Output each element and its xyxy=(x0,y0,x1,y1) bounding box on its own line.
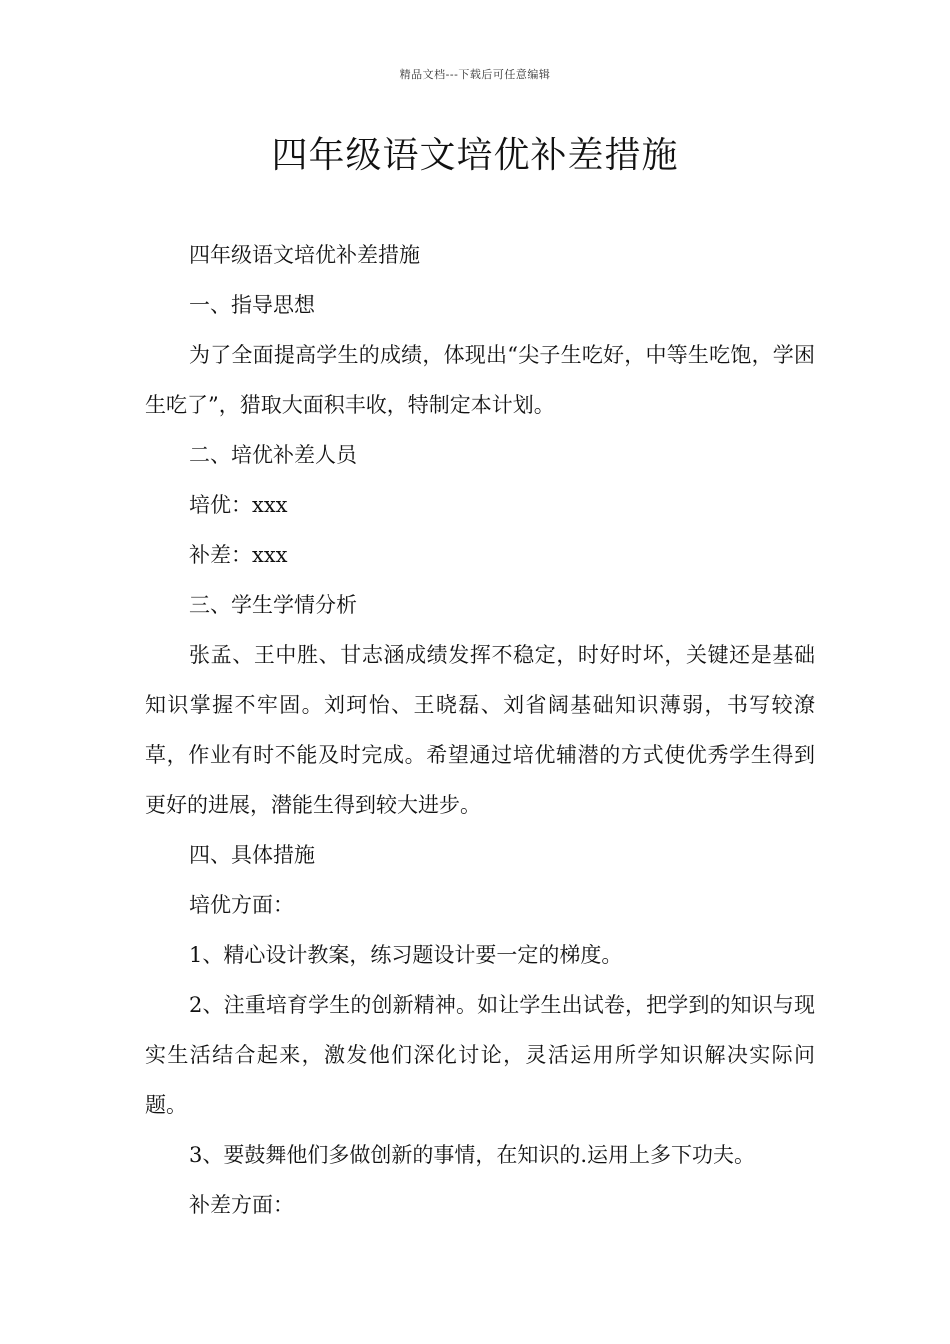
section-heading-personnel: 二、培优补差人员 xyxy=(189,443,357,467)
section-heading-measures: 四、具体措施 xyxy=(189,843,315,867)
paragraph-peiyou: 培优：xxx xyxy=(189,493,288,517)
list-item: 2、注重培育学生的创新精神。如让学生出试卷，把学到的知识与现实生活结合起来，激发他们深化讨论，灵活运用所学知识解决实际问题。 xyxy=(145,993,815,1117)
list-item: 1、精心设计教案，练习题设计要一定的梯度。 xyxy=(189,943,623,967)
paragraph-purpose: 为了全面提高学生的成绩，体现出“尖子生吃好，中等生吃饱，学困生吃了”，猎取大面积丰收，特制定本计划。 xyxy=(145,343,815,417)
section-heading-guiding-ideology: 一、指导思想 xyxy=(189,293,315,317)
subheading-peiyou: 培优方面： xyxy=(189,893,294,917)
document-title: 四年级语文培优补差措施 xyxy=(271,135,679,176)
paragraph-subtitle: 四年级语文培优补差措施 xyxy=(189,243,420,267)
subheading-bucha: 补差方面： xyxy=(189,1193,294,1217)
list-item: 3、要鼓舞他们多做创新的事情，在知识的.运用上多下功夫。 xyxy=(189,1143,756,1167)
paragraph-bucha: 补差：xxx xyxy=(189,543,288,567)
header-note: 精品文档---下载后可任意编辑 xyxy=(399,68,551,81)
paragraph-analysis: 张孟、王中胜、甘志涵成绩发挥不稳定，时好时坏，关键还是基础知识掌握不牢固。刘珂怡、王晓磊、刘省阔基础知识薄弱，书写较潦草，作业有时不能及时完成。希望通过培优辅潜的方式使优秀学生得到更好的进展，潜能生得到较大进步。 xyxy=(145,643,815,817)
section-heading-analysis: 三、学生学情分析 xyxy=(189,593,357,617)
document-body xyxy=(145,230,815,1230)
